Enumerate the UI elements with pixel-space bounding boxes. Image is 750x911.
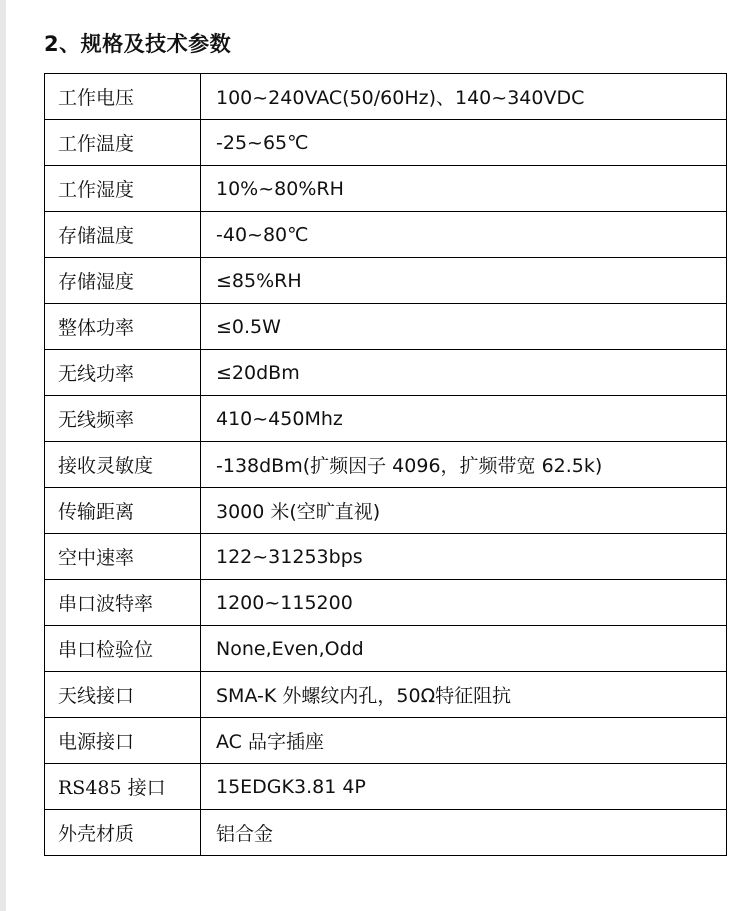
table-row	[45, 350, 727, 396]
spec-value: 122~31253bps	[201, 534, 727, 580]
spec-value: 铝合金	[201, 810, 727, 856]
spec-label: 串口波特率	[45, 580, 201, 626]
spec-value: -25~65℃	[201, 120, 727, 166]
table-row	[45, 672, 727, 718]
spec-label: 串口检验位	[45, 626, 201, 672]
spec-value: 15EDGK3.81 4P	[201, 764, 727, 810]
spec-value: -40~80℃	[201, 212, 727, 258]
table-row	[45, 764, 727, 810]
spec-value: None,Even,Odd	[201, 626, 727, 672]
spec-value: 410~450Mhz	[201, 396, 727, 442]
table-row	[45, 212, 727, 258]
spec-label: 传输距离	[45, 488, 201, 534]
spec-value: AC 品字插座	[201, 718, 727, 764]
spec-value: -138dBm(扩频因子 4096，扩频带宽 62.5k)	[201, 442, 727, 488]
table-row	[45, 396, 727, 442]
spec-label: 工作电压	[45, 74, 201, 120]
spec-value: 100~240VAC(50/60Hz)、140~340VDC	[201, 74, 727, 120]
spec-label: 天线接口	[45, 672, 201, 718]
spec-label: 空中速率	[45, 534, 201, 580]
spec-table	[44, 73, 727, 856]
spec-value: ≤20dBm	[201, 350, 727, 396]
section-title: 2、规格及技术参数	[44, 32, 232, 56]
table-row	[45, 74, 727, 120]
spec-label: 工作湿度	[45, 166, 201, 212]
table-row	[45, 718, 727, 764]
spec-label: 接收灵敏度	[45, 442, 201, 488]
spec-label: RS485 接口	[45, 764, 201, 810]
table-row	[45, 534, 727, 580]
table-row	[45, 166, 727, 212]
spec-label: 无线频率	[45, 396, 201, 442]
page-edge	[0, 0, 6, 911]
spec-value: 10%~80%RH	[201, 166, 727, 212]
spec-value: 3000 米(空旷直视)	[201, 488, 727, 534]
table-row	[45, 120, 727, 166]
spec-value: SMA-K 外螺纹内孔，50Ω特征阻抗	[201, 672, 727, 718]
table-row	[45, 810, 727, 856]
spec-label: 外壳材质	[45, 810, 201, 856]
table-row	[45, 442, 727, 488]
spec-value: ≤85%RH	[201, 258, 727, 304]
table-row	[45, 488, 727, 534]
spec-label: 工作温度	[45, 120, 201, 166]
table-row	[45, 626, 727, 672]
spec-value: 1200~115200	[201, 580, 727, 626]
spec-label: 无线功率	[45, 350, 201, 396]
table-row	[45, 580, 727, 626]
table-row	[45, 304, 727, 350]
spec-label: 电源接口	[45, 718, 201, 764]
table-row	[45, 258, 727, 304]
spec-label: 存储湿度	[45, 258, 201, 304]
spec-label: 存储温度	[45, 212, 201, 258]
spec-label: 整体功率	[45, 304, 201, 350]
spec-value: ≤0.5W	[201, 304, 727, 350]
